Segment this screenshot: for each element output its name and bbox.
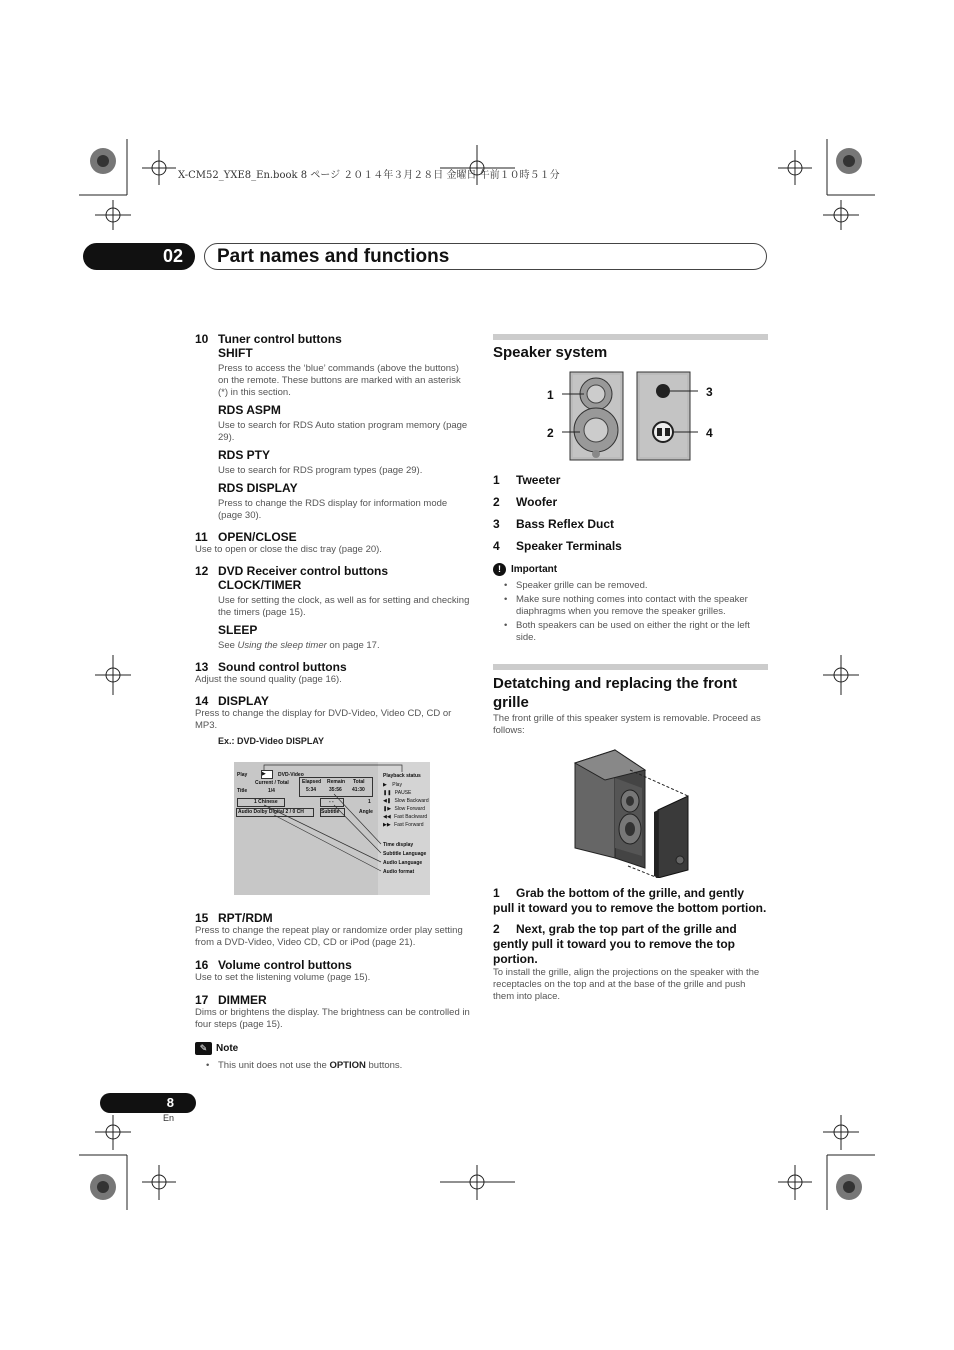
item-15-heading: 15 RPT/RDM [195, 911, 273, 925]
item-16-text: Use to set the listening volume (page 15). [195, 972, 371, 983]
display-title-value: 1/4 [268, 788, 275, 794]
important-icon: ! [493, 563, 506, 576]
status-fast-fwd-row: ▶▶ Fast Forward [383, 822, 424, 828]
left-column-lower [195, 911, 470, 1074]
important-header [493, 563, 768, 576]
display-angle-number: 1 [368, 799, 371, 805]
part-speaker-terminals: 4 Speaker Terminals [493, 539, 622, 553]
speaker-callout-4: 4 [706, 426, 713, 440]
example-label: Ex.: DVD-Video DISPLAY [218, 736, 325, 746]
shift-text: Press to access the ‘blue’ commands (above the buttons) on the remote. These buttons are marked with an asterisk (*) in this section. [218, 363, 461, 398]
status-fast-back-row: ◀◀ Fast Backward [383, 814, 428, 820]
important-item: • Speaker grille can be removed. [493, 580, 768, 592]
dvd-display-figure [234, 762, 430, 895]
speaker-section-bar [493, 334, 768, 340]
important-list [493, 580, 768, 644]
item-11-heading: 11 OPEN/CLOSE [195, 530, 297, 544]
important-item: • Make sure nothing comes into contact with the speaker diaphragms when you remove the speaker grilles. [493, 594, 768, 618]
display-elapsed: Elapsed [302, 779, 322, 785]
item-10-heading: 10 Tuner control buttons [195, 332, 342, 346]
status-slow-back-row: ◀❚ Slow Backward [383, 798, 429, 804]
item-17-heading: 17 DIMMER [195, 993, 267, 1007]
display-remain: Remain [327, 779, 346, 785]
item-16-heading: 16 Volume control buttons [195, 958, 352, 972]
item-12-heading: 12 DVD Receiver control buttons [195, 564, 389, 578]
note-item: • This unit does not use the OPTION buttons. [195, 1060, 470, 1072]
status-play-row: ▶ Play [383, 782, 402, 788]
page-number-badge [100, 1093, 196, 1113]
left-column [195, 332, 470, 747]
important-item: • Both speakers can be used on either the right or the left side. [493, 620, 768, 644]
callout-time-display: Time display [383, 842, 414, 848]
book-line: X-CM52_YXE8_En.book 8 ページ ２０１４年３月２８日 金曜日 午前１０時５１分 [178, 170, 560, 181]
display-total-value: 41:30 [352, 787, 365, 793]
part-woofer: 2 Woofer [493, 495, 558, 509]
speaker-parts-list [493, 473, 768, 646]
important-label: Important [511, 564, 558, 575]
rds-pty-text: Use to search for RDS program types (page 29). [218, 465, 423, 476]
display-remain-value: 35:56 [329, 787, 342, 793]
note-label: Note [216, 1043, 239, 1054]
grille-outro: To install the grille, align the projections on the speaker with the receptacles on the top and at the base of the grille and push them into place. [493, 967, 760, 1002]
part-tweeter: 1 Tweeter [493, 473, 561, 487]
page-number: 8 [166, 1095, 174, 1110]
grille-section-title: Detatching and replacing the front grille [493, 675, 738, 711]
chapter-title: Part names and functions [204, 243, 767, 270]
shift-heading: SHIFT [218, 346, 253, 360]
grille-section-bar [493, 664, 768, 670]
item-14-heading: 14 DISPLAY [195, 694, 269, 708]
sleep-heading: SLEEP [218, 623, 258, 637]
chapter-number-badge [83, 243, 195, 270]
grille-steps [493, 886, 768, 1003]
rds-display-text: Press to change the RDS display for information mode (page 30). [218, 498, 448, 521]
playback-status-label: Playback status [383, 773, 421, 779]
display-subtitle: Subtitle [321, 809, 340, 815]
display-play: Play [237, 772, 248, 778]
display-angle: Angle [359, 809, 373, 815]
clock-timer-heading: CLOCK/TIMER [218, 578, 302, 592]
speaker-section-title: Speaker system [493, 344, 608, 361]
display-audio: Audio Dolby Digital 2 / 0 CH [238, 809, 304, 815]
item-14-text: Press to change the display for DVD-Video, Video CD, CD or MP3. [195, 708, 452, 731]
callout-subtitle-language: Subtitle Language [383, 851, 427, 857]
rds-aspm-text: Use to search for RDS Auto station program memory (page 29). [218, 420, 468, 443]
speaker-diagram [540, 370, 720, 465]
item-17-text: Dims or brightens the display. The brightness can be controlled in four steps (page 15). [195, 1007, 470, 1030]
note-header [195, 1042, 470, 1055]
status-slow-fwd-row: ❚▶ Slow Forward [383, 806, 426, 812]
display-callout-lines [234, 762, 430, 895]
display-title: Title [237, 788, 248, 794]
grille-step-2: 2 Next, grab the top part of the grille and gently pull it toward you to remove the top portion. [493, 922, 737, 966]
part-bass-reflex-duct: 3 Bass Reflex Duct [493, 517, 615, 531]
display-total: Total [353, 779, 365, 785]
item-13-text: Adjust the sound quality (page 16). [195, 674, 342, 685]
speaker-callout-3: 3 [706, 385, 713, 399]
note-list [195, 1060, 470, 1072]
display-elapsed-value: 5:34 [306, 787, 317, 793]
clock-timer-text: Use for setting the clock, as well as for setting and checking the timers (page 15). [218, 595, 470, 618]
speaker-callout-1: 1 [547, 388, 554, 402]
display-dvd-video: DVD-Video [278, 772, 304, 778]
display-chinese: 1 Chinese [254, 799, 278, 805]
page-language: En [163, 1113, 175, 1123]
grille-intro: The front grille of this speaker system is removable. Proceed as follows: [493, 713, 761, 736]
sleep-text: See Using the sleep timer on page 17. [218, 640, 380, 651]
item-13-heading: 13 Sound control buttons [195, 660, 347, 674]
rds-display-heading: RDS DISPLAY [218, 481, 298, 495]
callout-audio-format: Audio format [383, 869, 415, 875]
grille-illustration [570, 748, 695, 878]
chapter-number: 02 [162, 246, 183, 266]
display-current-total: Current / Total [255, 780, 289, 786]
status-pause-row: ❚❚ PAUSE [383, 790, 412, 796]
speaker-callout-2: 2 [547, 426, 554, 440]
callout-audio-language: Audio Language [383, 860, 423, 866]
grille-step-1: 1 Grab the bottom of the grille, and gently pull it toward you to remove the bottom portion. [493, 886, 767, 915]
rds-aspm-heading: RDS ASPM [218, 403, 281, 417]
item-15-text: Press to change the repeat play or randomize order play setting from a DVD-Video, Video CD, CD or iPod (page 21). [195, 925, 463, 948]
display-dash: - - [329, 799, 334, 805]
item-11-text: Use to open or close the disc tray (page 20). [195, 544, 382, 555]
play-icon: ▶ [261, 770, 273, 779]
note-icon: ✎ [195, 1042, 212, 1055]
rds-pty-heading: RDS PTY [218, 448, 271, 462]
